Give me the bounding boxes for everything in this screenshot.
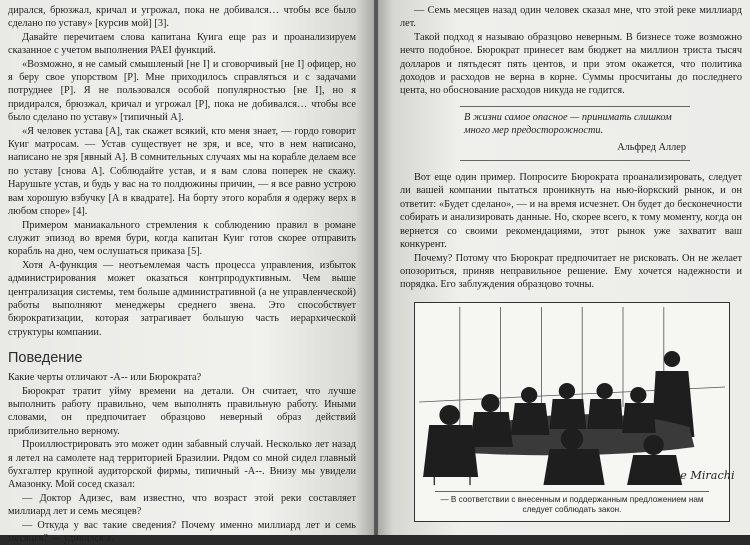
cartoon-caption: — В соответствии с внесенным и поддержанным предложением нам следует соблюдать закон. bbox=[429, 491, 715, 516]
right-page bbox=[378, 0, 750, 535]
paragraph: Проиллюстрировать это может один забавный случай. Несколько лет назад я летел на самолете над территорией Бразилии. Рядом со мной сидел главный бухгалтер крупной аудиторской фирмы, типичный -А--. Внизу мы увидели Амазонку. Мой сосед сказал: bbox=[8, 439, 356, 491]
left-page bbox=[0, 0, 374, 545]
paragraph: Хотя А-функция — неотъемлемая часть процесса управления, избыток администрирования может оказаться контрпродуктивным. Чем выше централизация системы, тем больше административной (а не управленческой) работы выполняют менеджеры среднего звена. Это способствует бюрократизации, которая затрагивает большую часть иерархической структуры компании. bbox=[8, 259, 356, 338]
paragraph: Какие черты отличают -А-- или Бюрократа? bbox=[8, 372, 202, 384]
cartoon-signature: Joe Mirachi bbox=[668, 468, 735, 482]
paragraph: — Откуда у вас такие сведения? Почему именно миллиард лет и семь месяцев? — удивился я. bbox=[8, 519, 356, 545]
paragraph: — Семь месяцев назад один человек сказал мне, что этой реке миллиард лет. bbox=[400, 5, 742, 30]
quote-text: В жизни самое опасное — принимать слишком много мер предосторожности. bbox=[464, 111, 672, 137]
meeting-cartoon-drawing bbox=[419, 307, 735, 485]
paragraph: — Доктор Адизес, вам известно, что возраст этой реки составляет миллиард лет и семь месяцев? bbox=[8, 492, 356, 518]
section-heading: Поведение bbox=[8, 350, 83, 367]
cartoon-illustration bbox=[414, 302, 735, 522]
paragraph: Почему? Потому что Бюрократ предпочитает не рисковать. Он не желает опозориться, приняв неправильное решение. Ему хочется надежности и порядка. Его заблуждения образцово точны. bbox=[400, 252, 742, 291]
paragraph: Давайте перечитаем слова капитана Куига еще раз и проанализируем сказанное с учетом выполнения РАЕI функций. bbox=[8, 31, 356, 57]
paragraph: Бюрократ тратит уйму времени на детали. Он считает, что лучше выполнить работу правильно, чем выполнять правильную работу. Иными словами, он предпочитает образцово неверный образ действий приблизительно верному. bbox=[8, 385, 356, 437]
paragraph: «Я человек устава [А], так скажет всякий, кто меня знает, — гордо говорит Куиг матросам. — Устав существует не зря, и все, что в нем написано, написано не зря [явный А]. В сомнительных случаях мы на корабле делаем все по уставу [снова А]. Соблюдайте устав, и я вам слова поперек не скажу. Нарушьте устав, и будь у вас на то полдюжины причин, — я все равно устрою вам хорошую взбучку [А в квадрате]. На борту этого корабля я одержу верх в любом споре» [4]. bbox=[8, 125, 356, 218]
paragraph: Примером маниакального стремления к соблюдению правил в романе служит эпизод во время бури, когда капитан Куиг готов скорее отправить корабль на дно, чем ослушаться приказа [5]. bbox=[8, 219, 356, 258]
epigraph-quote bbox=[460, 106, 690, 161]
paragraph: Такой подход я называю образцово неверным. В бизнесе тоже возможно нечто подобное. Бюрократ принесет вам бюджет на миллион триста тысяч долларов и пятьдесят пять центов, и при этом окажется, что политика доходов и расходов не верна в корне. Суммы просчитаны до последнего цента, но обоснование расходов никуда не годится. bbox=[400, 31, 742, 97]
paragraph: Вот еще один пример. Попросите Бюрократа проанализировать, следует ли вашей компании пытаться проникнуть на нью-йоркский рынок, и он ответит: «Будет сделано», — и на время исчезнет. Он будет до бесконечности собирать и анализировать данные. Но, скорее всего, к тому моменту, когда он вернется со своими рекомендациями, этот рынок уже захватит ваш конкурент. bbox=[400, 172, 742, 251]
quote-author: Альфред Аллер bbox=[617, 141, 686, 153]
paragraph: «Возможно, я не самый смышленый [не I] и сговорчивый [не I] офицер, но я беру свое упорством [P]. Мне приходилось справляться и с задачами потруднее [P]. Я не пользовался особой популярностью [не I], но я придиралcя, брюзжал, кричал и угрожал [P], пока не добивался… чтобы все было сделано по уставу» [типичный А]. bbox=[8, 58, 356, 124]
paragraph: диралcя, брюзжал, кричал и угрожал, пока не добивался… чтобы все было сделано по уставу» [курсив мой] [3]. bbox=[8, 5, 356, 30]
